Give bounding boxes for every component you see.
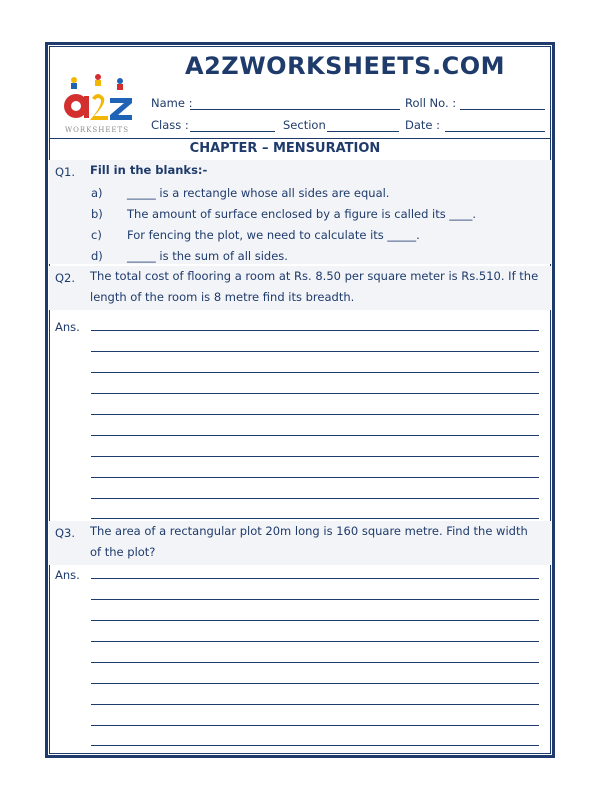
header-divider <box>49 138 551 139</box>
answer-line[interactable] <box>91 578 539 579</box>
q3-ans-label: Ans. <box>55 568 80 582</box>
q1-item-a-label: a) <box>91 186 103 200</box>
q1-item-b-label: b) <box>91 207 103 221</box>
name-roll-row <box>0 96 600 112</box>
q3-text: The area of a rectangular plot 20m long is 160 square metre. Find the width of the plot? <box>90 524 528 559</box>
q1-title: Fill in the blanks:- <box>90 163 208 177</box>
logo-caption: WORKSHEETS <box>64 126 130 134</box>
q1-item-d-label: d) <box>91 249 103 263</box>
date-label: Date : <box>405 118 441 132</box>
answer-line[interactable] <box>91 745 539 746</box>
answer-line[interactable] <box>91 351 539 352</box>
class-label: Class : <box>151 118 189 132</box>
class-field[interactable] <box>190 131 275 132</box>
answer-line[interactable] <box>91 456 539 457</box>
answer-line[interactable] <box>91 599 539 600</box>
roll-field[interactable] <box>460 109 545 110</box>
q2-number: Q2. <box>55 271 76 285</box>
answer-line[interactable] <box>91 725 539 726</box>
answer-line[interactable] <box>91 641 539 642</box>
answer-line[interactable] <box>91 518 539 519</box>
name-field[interactable] <box>190 109 400 110</box>
site-title: A2ZWORKSHEETS.COM <box>185 52 505 80</box>
section-field[interactable] <box>327 131 399 132</box>
q1-item-c-label: c) <box>91 228 102 242</box>
answer-line[interactable] <box>91 393 539 394</box>
q1-number: Q1. <box>55 165 76 179</box>
answer-line[interactable] <box>91 330 539 331</box>
answer-line[interactable] <box>91 372 539 373</box>
q1-item-a-text: _____ is a rectangle whose all sides are equal. <box>127 186 390 200</box>
answer-line[interactable] <box>91 620 539 621</box>
name-label: Name : <box>151 96 193 110</box>
answer-line[interactable] <box>91 414 539 415</box>
class-section-date-row <box>0 118 600 134</box>
section-label: Section <box>283 118 326 132</box>
answer-line[interactable] <box>91 662 539 663</box>
answer-line[interactable] <box>91 498 539 499</box>
answer-line[interactable] <box>91 683 539 684</box>
q2-ans-label: Ans. <box>55 320 80 334</box>
q1-item-b-text: The amount of surface enclosed by a figure is called its ____. <box>127 207 477 221</box>
q1-item-c-text: For fencing the plot, we need to calculate its _____. <box>127 228 420 242</box>
date-field[interactable] <box>445 131 545 132</box>
answer-line[interactable] <box>91 477 539 478</box>
q2-text: The total cost of flooring a room at Rs. 8.50 per square meter is Rs.510. If the length of the room is 8 metre find its breadth. <box>90 269 539 304</box>
chapter-title: CHAPTER – MENSURATION <box>189 141 381 156</box>
q3-number: Q3. <box>55 526 76 540</box>
answer-line[interactable] <box>91 435 539 436</box>
roll-label: Roll No. : <box>405 96 457 110</box>
q1-item-d-text: _____ is the sum of all sides. <box>127 249 288 263</box>
answer-line[interactable] <box>91 704 539 705</box>
